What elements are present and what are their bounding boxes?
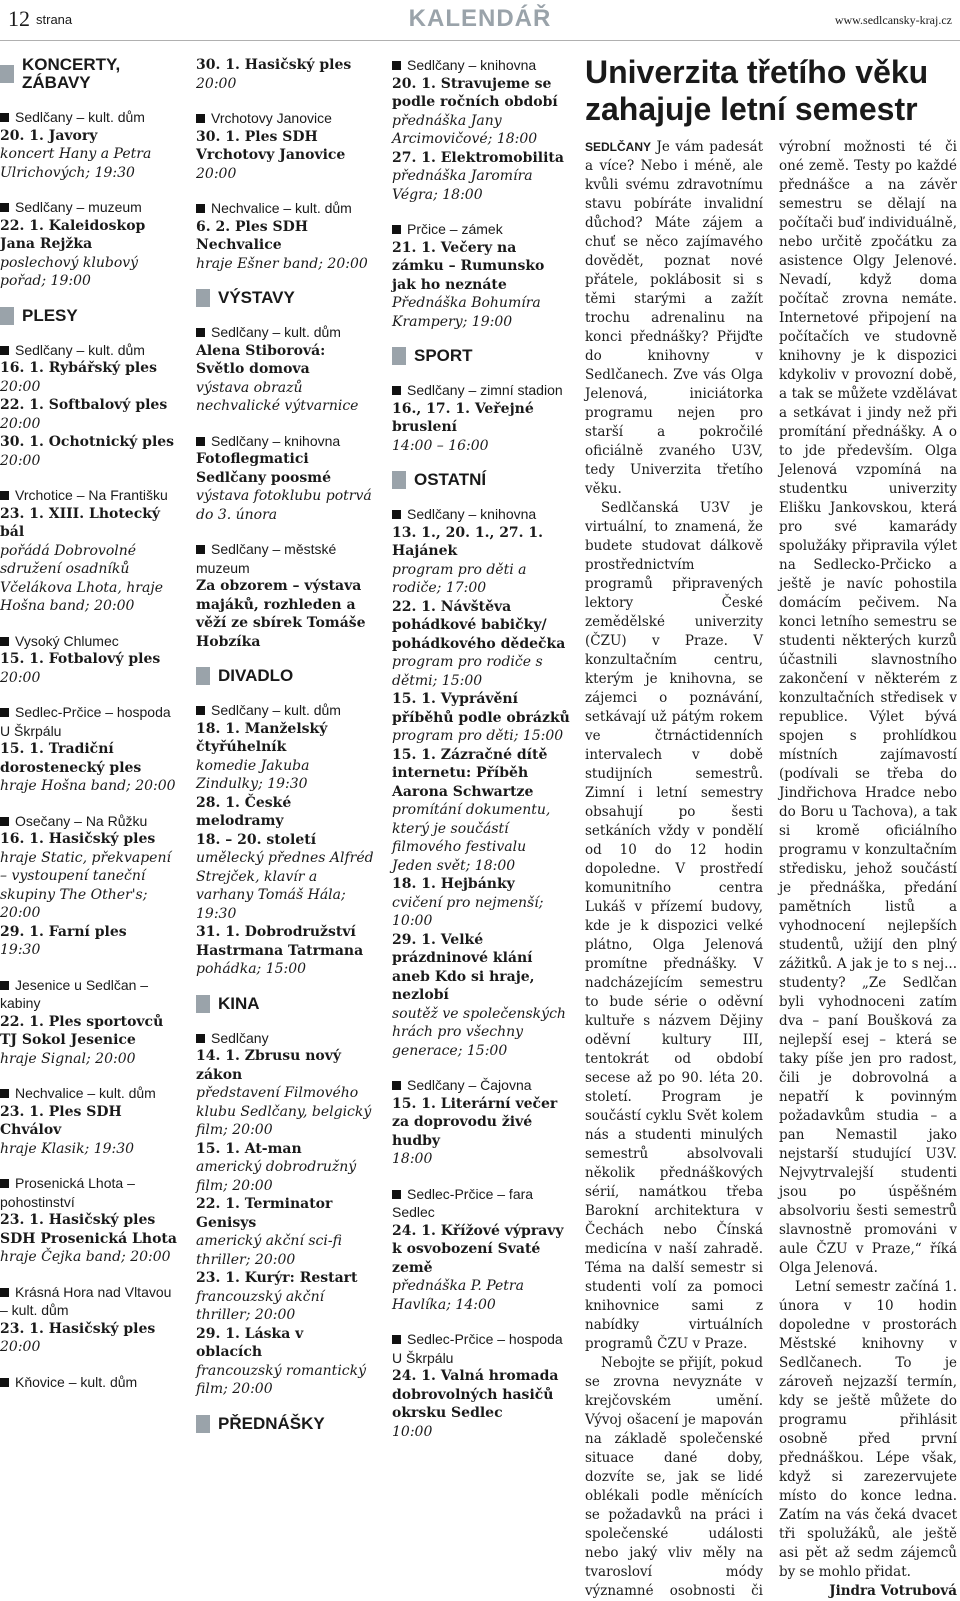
category-marker-icon: [196, 1415, 210, 1433]
event-venue: Sedlec-Prčice – hospoda U Škrpálu: [392, 1330, 570, 1367]
event-title: 30. 1. Hasičský ples: [196, 57, 352, 73]
event-venue: Jesenice u Sedlčan – kabiny: [0, 976, 180, 1013]
category-heading: [392, 471, 570, 489]
page-number: 12: [8, 6, 30, 31]
event-details: americký akční sci-fi thriller; 20:00: [196, 1233, 342, 1268]
event-title: 22. 1. Návštěva pohádkové babičky/ pohádkového dědečka: [392, 598, 566, 652]
event-group: [196, 56, 374, 93]
event-title: 29. 1. Velké prázdninové klání aneb Kdo si hraje, nezlobí: [392, 931, 535, 1003]
event-venue: Sedlčany – muzeum: [0, 198, 180, 217]
event-title: 22. 1. Terminator Genisys: [196, 1196, 333, 1231]
category-heading: [196, 289, 374, 307]
event-venue: Sedlčany: [196, 1029, 374, 1048]
event-title: Alena Stiborová: Světlo domova: [196, 342, 326, 377]
event-details: hraje Signal; 20:00: [0, 1050, 136, 1067]
event-venue: Sedlčany – kult. dům: [0, 108, 180, 127]
category-marker-icon: [392, 471, 406, 489]
event-details: výstava obrazů nechvalické výtvarnice: [196, 379, 359, 414]
article-author: Jindra Votrubová: [829, 1583, 957, 1599]
event-details: komedie Jakuba Zindulky; 19:30: [196, 757, 310, 792]
event-group: [0, 632, 180, 688]
event-venue: Sedlčany – městské muzeum: [196, 540, 374, 577]
event-details: koncert Hany a Petra Ulrichových; 19:30: [0, 146, 152, 181]
event-title: 24. 1. Valná hromada dobrovolných hasičů okrsku Sedlec: [392, 1368, 559, 1421]
category-heading: [196, 1415, 374, 1433]
event-group: [0, 812, 180, 960]
article-lead: SEDLČANY: [585, 140, 652, 154]
event-details: program pro děti; 15:00: [392, 728, 564, 744]
article-body: [585, 138, 957, 1601]
event-group: [0, 108, 180, 182]
event-title: 22. 1. Ples sportovců TJ Sokol Jesenice: [0, 1013, 164, 1048]
event-details: 20:00: [0, 452, 41, 469]
event-title: 23. 1. Kurýr: Restart: [196, 1270, 358, 1286]
event-title: 15. 1. Zázračné dítě internetu: Příběh Aarona Schwartze: [392, 746, 548, 800]
event-title: Za obzorem – výstava majáků, rozhleden a věží ze sbírek Tomáše Hobzíka: [196, 578, 366, 650]
event-group: [392, 1076, 570, 1169]
event-details: 20:00: [0, 1339, 41, 1355]
event-title: 23. 1. Hasičský ples: [0, 1320, 156, 1337]
event-details: pohádka; 15:00: [196, 961, 307, 977]
event-details: umělecký přednes Alfréd Strejček, klavír a varhany Tomáš Hála; 19:30: [196, 850, 374, 922]
event-group: [196, 701, 374, 979]
event-venue: Krásná Hora nad Vltavou – kult. dům: [0, 1283, 180, 1320]
category-label: OSTATNÍ: [414, 470, 487, 489]
article-title: Univerzita třetího věku zahajuje letní semestr: [585, 54, 929, 127]
event-group: [0, 703, 180, 796]
event-details: promítání dokumentu, který je součástí filmového festivalu Jeden svět; 18:00: [392, 802, 551, 874]
event-details: výstava fotoklubu potrvá do 3. února: [196, 488, 372, 523]
event-details: přednáška P. Petra Havlíka; 14:00: [392, 1278, 524, 1313]
event-details: 20:00: [196, 165, 237, 182]
page-label: strana: [36, 12, 73, 27]
event-details: hraje Čejka band; 20:00: [0, 1249, 171, 1265]
event-title: 15. 1. At-man: [196, 1140, 302, 1157]
event-group: [196, 109, 374, 183]
event-details: představení Filmového klubu Sedlčany, belgický film; 20:00: [196, 1085, 372, 1138]
event-title: 13. 1., 20. 1., 27. 1. Hajánek: [392, 524, 544, 559]
category-marker-icon: [392, 347, 406, 365]
event-title: 16., 17. 1. Veřejné bruslení: [392, 400, 534, 435]
category-heading: [196, 667, 374, 685]
category-marker-icon: [196, 289, 210, 307]
event-details: francouzský romantický film; 20:00: [196, 1362, 367, 1397]
event-venue: Nechvalice – kult. dům: [196, 199, 374, 218]
category-label: KONCERTY, ZÁBAVY: [22, 55, 121, 92]
event-venue: Sedlec-Prčice – fara Sedlec: [392, 1185, 570, 1222]
event-group: [196, 1029, 374, 1399]
event-title: 15. 1. Vyprávění příběhů podle obrázků: [392, 691, 570, 726]
event-title: 30. 1. Ples SDH Vrchotovy Janovice: [196, 128, 346, 163]
event-group: [196, 540, 374, 651]
event-title: 20. 1. Stravujeme se podle ročních období: [392, 75, 558, 110]
event-group: [392, 220, 570, 331]
event-details: přednáška Jaromíra Végra; 18:00: [392, 168, 533, 203]
event-group: [392, 381, 570, 455]
article-paragraph: Sedlčanská U3V je virtuální, to znamená, že budete studovat dálkově prostřednictvím programů připravených lektory České zemědělské univerzity (ČZU) v Praze. V konzultačním centru, kterým je knihovna, se zájemci o poznávání, setkávají už pátým rokem ve čtrnáctidenních intervalech v době studijních semestrů. Zimní i letní semestry obsahují po šesti setkáních vždy v pondělí od 10 do 12 hodin dopoledne. V prostředí komunitního centra Lukáš v přízemí budovy, kde je k dispozici velké plátno, Olga Jelenová promítne přednášky. V nadcházejícím semestru to bude série o oděvní kultuře s názvem Dějiny oděvní kultury III, tentokrát od období secese až po 90. léta 20. století. Program je součástí cyklu Svět kolem nás a studenti minulých semestrů absolvovali několik přednáškových sérií, namátkou třeba Barokní architektura v Čechách nebo Čínská medicína v naší zahradě. Téma na další semestr si studenti volí za pomoci knihovnice sami z nabídky virtuálních programů ČZU v Praze.: [585, 500, 763, 1352]
event-details: 20:00: [0, 669, 41, 686]
event-group: [196, 323, 374, 416]
event-details: 19:30: [0, 942, 41, 958]
event-title: 27. 1. Elektromobilita: [392, 149, 564, 166]
event-venue: Sedlčany – knihovna: [392, 56, 570, 75]
category-heading: [0, 307, 180, 325]
event-title: 16. 1. Rybářský ples: [0, 360, 157, 376]
event-group: [0, 486, 180, 616]
calendar-column-3: [392, 56, 570, 1457]
event-group: [0, 976, 180, 1069]
event-venue: Nechvalice – kult. dům: [0, 1084, 180, 1103]
event-details: 18:00: [392, 1151, 433, 1167]
category-label: PŘEDNÁŠKY: [218, 1413, 325, 1433]
event-title: 15. 1. Fotbalový ples: [0, 651, 161, 667]
article-paragraph: Nebojte se přijít, pokud se zrovna nevyznáte v krejčovském umění. Vývoj ošacení je mapován na základě společenské situace dané doby, dozvíte se, jak se lidé oblékali podle měnících se požadavků na práci i společenské události nebo jaký vliv měly na tvarosloví módy významné osobnosti či výrobní možnosti té či oné země. Testy po každé přednášce a na závěr semestru se dělají na počítači buď individuálně, nebo určitě zpočátku za asistence Olgy Jelenové. Nevadí, když doma počítač zrovna nemáte. Internetové připojení na počítačích ve studovně knihovny je k dispozici kdykoliv v provozní době, a tak se můžete vzdělávat a setkávat i jindy než při promítání přednášky. A o to jde především. Olga Jelenová vzpomíná na studentku univerzity Elišku Jankovskou, která pro své kamarády spolužáky připravila výlet na Sedlecko-Prčicko a ještě je navíc pohostila domácím pečivem. Na konci letního semestru se studenti některých kurzů účastnili slavnostního zakončení v některém z konzultačních středisek v republice. Výlet bývá spojen s prohlídkou místních zajímavostí (podívali se třeba do Jindřichova Hradce nebo do Boru u Tachova), a tak si kromě oficiálního programu v konzultačním středisku, jehož součástí je přednáška, předání pamětních listů a vyhodnocení nejlepších studentů, užijí den plný zážitků. A jak je to s nej... studenty? „Ze Sedlčan byli vyhodnoceni zatím dva – paní Boušková za nejlepší esej – která se taky píše jen pro radost, čili je dobrovolná a nepatří k povinným požadavkům studia – a pan Nemastil jako nejstarší studující U3V. Nejvytrvalejší studenti jsou po úspěšném absolvoriu šesti semestrů slavnostně promováni v aule ČZU v Praze,“ říká Olga Jelenová.: [585, 139, 957, 1599]
website-url[interactable]: www.sedlcansky-kraj.cz: [834, 13, 952, 27]
category-heading: [392, 347, 570, 365]
event-venue: Sedlčany – kult. dům: [196, 701, 374, 720]
event-group: [0, 1283, 180, 1357]
event-title: 22. 1. Softbalový ples: [0, 397, 168, 413]
page-header: [0, 0, 960, 41]
section-title: KALENDÁŘ: [408, 5, 552, 32]
event-details: hraje Klasik; 19:30: [0, 1140, 135, 1157]
event-group: [392, 505, 570, 1060]
event-details: poslechový klubový pořad; 19:00: [0, 254, 139, 289]
event-details: cvičení pro nejmenší; 10:00: [392, 894, 544, 929]
category-marker-icon: [196, 667, 210, 685]
event-venue: Kňovice – kult. dům: [0, 1373, 180, 1392]
event-group: [392, 1185, 570, 1315]
event-group: [0, 1373, 180, 1392]
event-details: 20:00: [0, 415, 41, 432]
event-group: [0, 1084, 180, 1158]
event-group: [392, 56, 570, 204]
event-details: americký dobrodružný film; 20:00: [196, 1159, 357, 1194]
category-heading: [0, 56, 180, 92]
event-venue: Sedlčany – kult. dům: [0, 341, 180, 360]
category-label: DIVADLO: [218, 666, 294, 685]
event-title: 23. 1. Ples SDH Chválov: [0, 1103, 122, 1138]
article: [585, 54, 957, 1601]
event-group: [0, 198, 180, 291]
event-venue: Sedlčany – knihovna: [392, 505, 570, 524]
event-title: 20. 1. Javory: [0, 127, 98, 144]
event-title: 15. 1. Literární večer za doprovodu živé hudby: [392, 1095, 558, 1149]
event-venue: Sedlčany – knihovna: [196, 432, 374, 451]
event-title: 6. 2. Ples SDH Nechvalice: [196, 218, 308, 253]
event-venue: Prosenická Lhota – pohostinství: [0, 1174, 180, 1211]
event-title: 18. 1. Hejbánky: [392, 876, 515, 892]
event-venue: Vrchotovy Janovice: [196, 109, 374, 128]
event-venue: Prčice – zámek: [392, 220, 570, 239]
article-paragraph: Letní semestr začíná 1. února v 10 hodin dopoledne v prostorách Městské knihovny v Sedlčanech. To je zároveň nejzazší termín, kdy se ještě můžete do programu přihlásit osobně před první přednáškou. Lépe však, když si zarezervujete místo do konce ledna. Zatím na vás čeká dvacet tři spolužáků, ale ještě asi pět až sedm zájemců by se mohlo přidat.: [779, 1279, 957, 1580]
event-details: program pro rodiče s dětmi; 15:00: [392, 654, 543, 689]
event-venue: Osečany – Na Růžku: [0, 812, 180, 831]
event-details: přednáška Jany Arcimovičové; 18:00: [392, 112, 538, 147]
category-label: KINA: [218, 993, 260, 1013]
event-title: 22. 1. Kaleidoskop Jana Rejžka: [0, 217, 146, 252]
event-title: 21. 1. Večery na zámku – Rumunsko jak ho neznáte: [392, 239, 545, 293]
event-details: 20:00: [0, 378, 41, 395]
event-title: 18. – 20. století: [196, 831, 317, 848]
event-title: 16. 1. Hasičský ples: [0, 831, 156, 847]
event-venue: Sedlčany – Čajovna: [392, 1076, 570, 1095]
event-title: 23. 1. XIII. Lhotecký bál: [0, 505, 161, 540]
event-details: 10:00: [392, 1423, 433, 1440]
category-marker-icon: [196, 995, 210, 1013]
event-details: 20:00: [196, 75, 237, 92]
event-title: 31. 1. Dobrodružství Hastrmana Tatrmana: [196, 924, 364, 959]
event-group: [196, 432, 374, 525]
event-title: 14. 1. Zbrusu nový zákon: [196, 1048, 342, 1083]
event-group: [0, 341, 180, 471]
event-title: 15. 1. Tradiční dorostenecký ples: [0, 741, 142, 776]
event-details: 14:00 – 16:00: [392, 437, 489, 454]
calendar-column-1: [0, 56, 180, 1407]
event-group: [392, 1330, 570, 1441]
event-venue: Sedlčany – kult. dům: [196, 323, 374, 342]
event-title: 23. 1. Hasičský ples SDH Prosenická Lhota: [0, 1212, 177, 1247]
event-group: [0, 1174, 180, 1267]
event-details: hraje Static, překvapení – vystoupení taneční skupiny The Other's; 20:00: [0, 849, 171, 921]
event-venue: Sedlčany – zimní stadion: [392, 381, 570, 400]
category-marker-icon: [0, 65, 14, 83]
event-venue: Vysoký Chlumec: [0, 632, 180, 651]
event-venue: Sedlec-Prčice – hospoda U Škrpálu: [0, 703, 180, 740]
event-details: program pro děti a rodiče; 17:00: [392, 561, 527, 596]
article-paragraph: SEDLČANY Je vám padesát a více? Nebo i méně, ale kvůli svému zdravotnímu stavu pobíráte invalidní důchod? Máte zájem a chuť se něco zajímavého dovědět, poznat nové přátele, poklábosit si s těmi starými a zažít trochu adrenalinu na konci přednášky? Přijďte do knihovny v Sedlčanech. Zve vás Olga Jelenová, iniciátorka programu nejen pro starší a pokročilé oficiálně zvaného U3V, tedy Univerzita třetího věku.: [585, 139, 764, 497]
category-label: SPORT: [414, 346, 473, 365]
event-title: Fotoflegmatici Sedlčany poosmé: [196, 451, 331, 486]
category-heading: [196, 995, 374, 1013]
event-title: 29. 1. Farní ples: [0, 923, 127, 940]
event-details: francouzský akční thriller; 20:00: [196, 1288, 325, 1323]
event-title: 29. 1. Láska v oblacích: [196, 1325, 304, 1360]
event-title: 30. 1. Ochotnický ples: [0, 434, 175, 450]
event-details: Přednáška Bohumíra Krampery; 19:00: [392, 295, 541, 330]
event-details: pořádá Dobrovolné sdružení osadníků Včelákova Lhota, hraje Hošna band; 20:00: [0, 542, 163, 614]
category-label: PLESY: [22, 305, 78, 325]
event-details: hraje Ešner band; 20:00: [196, 255, 368, 272]
event-group: [196, 199, 374, 273]
category-marker-icon: [0, 307, 14, 325]
calendar-column-2: [196, 56, 374, 1449]
event-details: hraje Hošna band; 20:00: [0, 778, 176, 794]
event-details: soutěž ve společenských hrách pro všechny generace; 15:00: [392, 1005, 566, 1059]
category-label: VÝSTAVY: [218, 288, 295, 307]
event-title: 28. 1. České melodramy: [196, 794, 292, 829]
event-venue: Vrchotice – Na Františku: [0, 486, 180, 505]
event-title: 24. 1. Křížové výpravy k osvobození Svaté země: [392, 1222, 564, 1276]
event-title: 18. 1. Manželský čtyřúhelník: [196, 720, 328, 755]
